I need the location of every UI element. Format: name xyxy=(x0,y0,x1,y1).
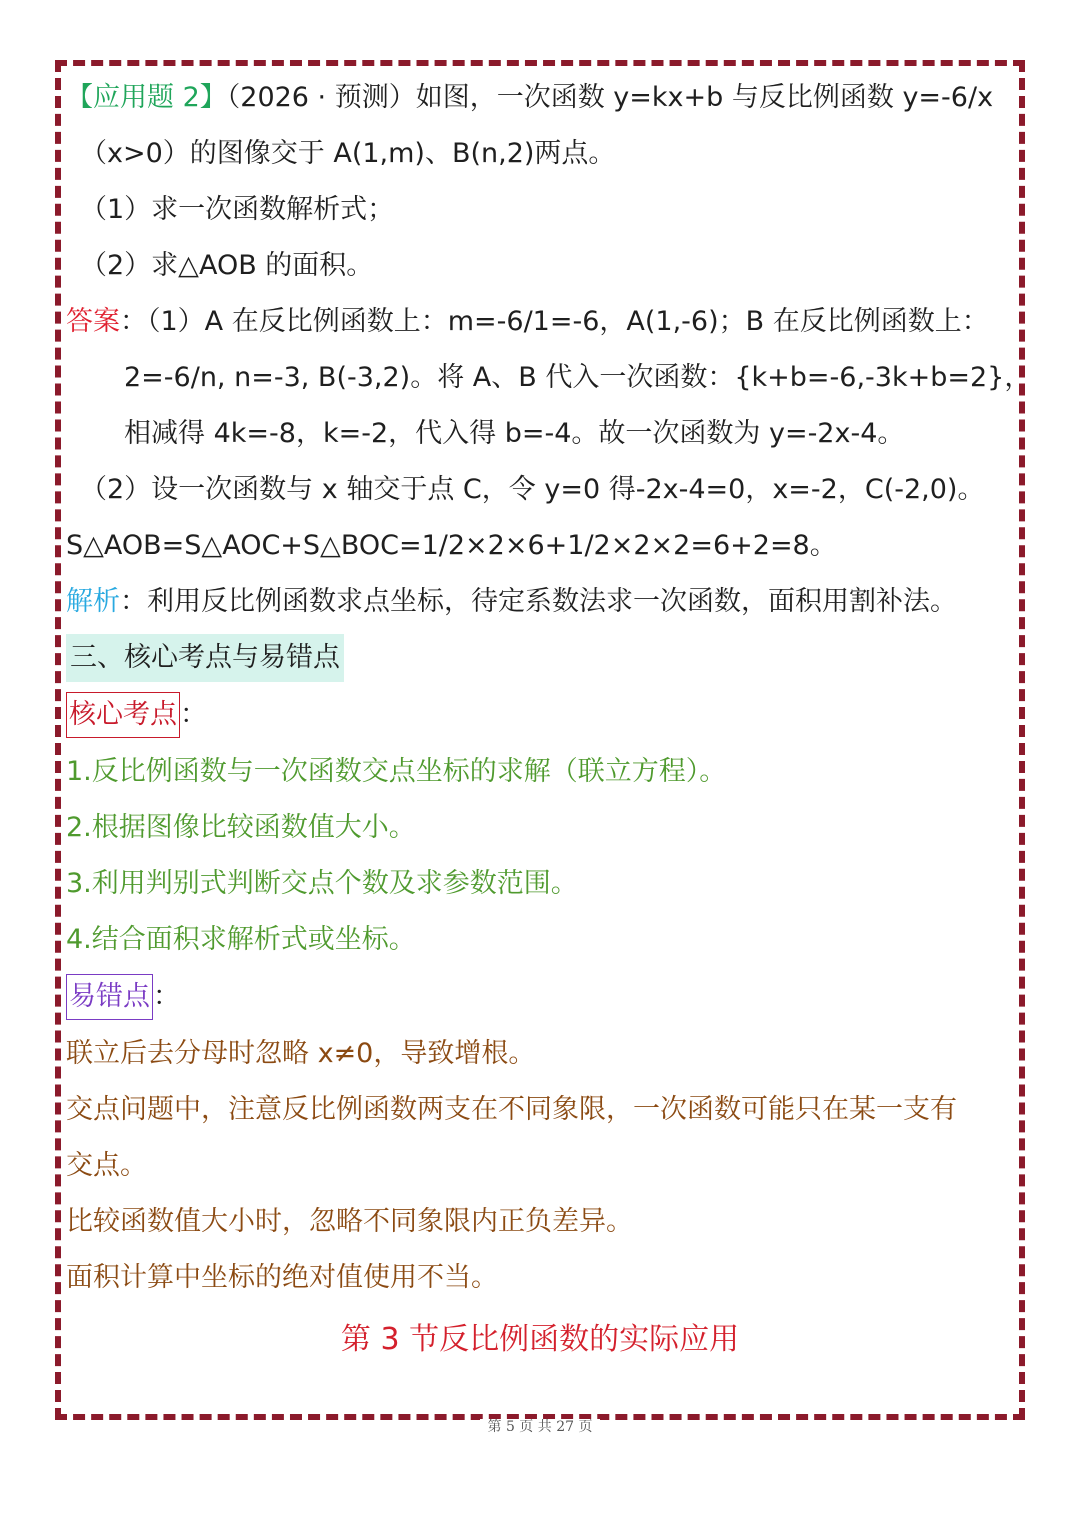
answer-line-2: 2=-6/n, n=-3, B(-3,2)。将 A、B 代入一次函数：{k+b=-6,-3k+b=2}， xyxy=(124,362,1032,393)
error-point-4: 面积计算中坐标的绝对值使用不当。 xyxy=(66,1262,498,1293)
error-point-3: 比较函数值大小时，忽略不同象限内正负差异。 xyxy=(66,1206,633,1237)
error-points-label-row xyxy=(66,968,1018,1026)
error-point-2: 交点问题中，注意反比例函数两支在不同象限，一次函数可能只在某一支有 xyxy=(66,1094,957,1125)
core-points-label: 核心考点 xyxy=(66,692,180,738)
problem-line-1 xyxy=(66,70,1018,126)
page-number-row xyxy=(0,1416,1080,1436)
analysis-line xyxy=(66,574,1018,630)
core-points-label-row xyxy=(66,686,1018,744)
core-points-colon: ： xyxy=(180,699,207,730)
answer-line-4: （2）设一次函数与 x 轴交于点 C，令 y=0 得-2x-4=0，x=-2，C(-2,0)。 xyxy=(80,474,985,505)
error-point-1: 联立后去分母时忽略 x≠0，导致增根。 xyxy=(66,1038,536,1069)
problem-line-2: （x>0）的图像交于 A(1,m)、B(n,2)两点。 xyxy=(80,138,616,169)
problem-text-1: （2026 · 预测）如图，一次函数 y=kx+b 与反比例函数 y=-6/x xyxy=(226,82,994,113)
page-number: 第 5 页 共 27 页 xyxy=(480,1419,601,1435)
error-points-label: 易错点 xyxy=(66,974,153,1020)
answer-line-5: S△AOB=S△AOC+S△BOC=1/2×2×6+1/2×2×2=6+2=8。 xyxy=(66,530,837,561)
analysis-tag: 解析 xyxy=(66,586,120,617)
question-1: （1）求一次函数解析式； xyxy=(80,194,395,225)
core-point-2: 2.根据图像比较函数值大小。 xyxy=(66,812,416,843)
core-point-4: 4.结合面积求解析式或坐标。 xyxy=(66,924,416,955)
core-point-1: 1.反比例函数与一次函数交点坐标的求解（联立方程）。 xyxy=(66,756,727,787)
answer-line-3: 相减得 4k=-8，k=-2，代入得 b=-4。故一次函数为 y=-2x-4。 xyxy=(124,418,905,449)
problem-tag: 【应用题 2】 xyxy=(66,82,227,113)
core-point-3: 3.利用判别式判断交点个数及求参数范围。 xyxy=(66,868,578,899)
question-2: （2）求△AOB 的面积。 xyxy=(80,250,374,281)
answer-tag: 答案 xyxy=(66,306,120,337)
error-points-colon: ： xyxy=(153,981,180,1012)
answer-text-1: ：（1）A 在反比例函数上：m=-6/1=-6，A(1,-6)；B 在反比例函数上： xyxy=(120,306,989,337)
error-point-2-cont: 交点。 xyxy=(66,1150,147,1181)
section-3-heading: 三、核心考点与易错点 xyxy=(66,634,344,682)
document-body xyxy=(66,70,1032,1306)
section-3-heading-row xyxy=(66,630,1018,686)
answer-line-1 xyxy=(66,294,1018,350)
next-section-title: 第 3 节反比例函数的实际应用 xyxy=(340,1322,740,1357)
analysis-text: ：利用反比例函数求点坐标，待定系数法求一次函数，面积用割补法。 xyxy=(120,586,957,617)
